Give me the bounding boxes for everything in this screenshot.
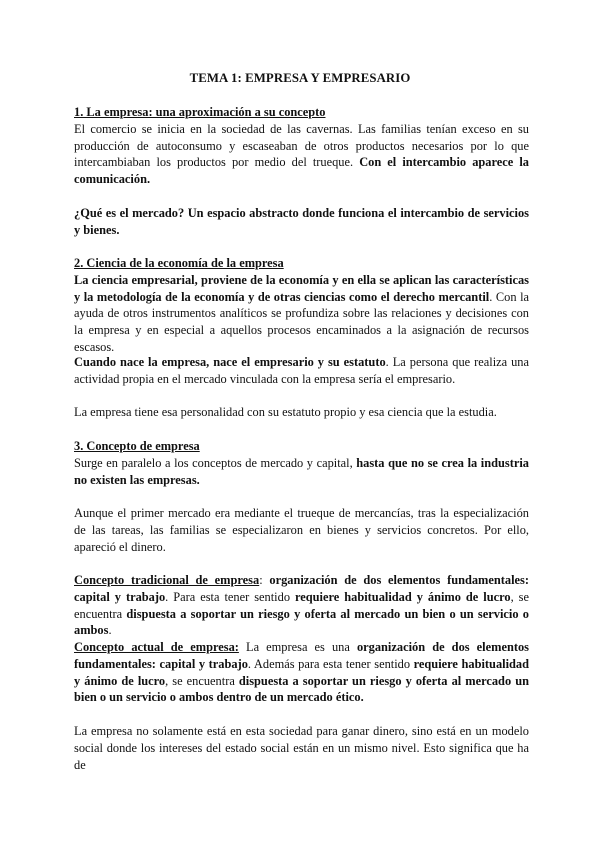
section-3-paragraph-3-text-1: . Para esta tener sentido	[165, 589, 295, 604]
traditional-concept-label: Concepto tradicional de empresa	[74, 573, 260, 587]
section-1-paragraph-1-text: El comercio se inicia en la sociedad de las cavernas. Las familias tenían exceso en su producción de autoconsumo y escaseaban de otros productos necesarios por lo que intercambiaban los productos por medio del trueque.	[74, 121, 529, 170]
section-2-paragraph-1-text: . Con la ayuda de otros instrumentos analíticos se profundiza sobre las relaciones y decisiones con la empresa y en especial a aquellos procesos encaminados a la asignación de recursos escasos.	[74, 289, 530, 354]
section-3-paragraph-5	[74, 723, 529, 773]
section-3-paragraph-3-bold-2: requiere habitualidad y ánimo de lucro	[295, 589, 511, 604]
section-3-heading: 3. Concepto de empresa	[74, 439, 200, 453]
section-3-paragraph-1-bold: hasta que no se crea la industria no existen las empresas.	[74, 455, 529, 487]
section-3	[74, 438, 529, 488]
section-2-paragraph-3-text: La empresa tiene esa personalidad con su estatuto propio y esa ciencia que la estudia.	[74, 405, 497, 419]
section-3-paragraph-4-text-3: , se encuentra	[165, 673, 239, 688]
section-3-paragraph-4	[74, 639, 529, 706]
section-2-heading: 2. Ciencia de la economía de la empresa	[74, 256, 284, 270]
section-3-paragraph-1-text: Surge en paralelo a los conceptos de mercado y capital,	[74, 455, 357, 470]
section-3-paragraph-3-text-3: .	[108, 623, 112, 638]
section-3-paragraph-2	[74, 505, 529, 555]
section-1-paragraph-1-bold: Con el intercambio aparece la comunicación.	[74, 155, 529, 187]
section-1-heading: 1. La empresa: una aproximación a su concepto	[74, 105, 326, 119]
section-3-paragraph-2-text: Aunque el primer mercado era mediante el trueque de mercancías, tras la especialización de las tareas, las familias se especializaron en bienes y servicios concretos. Por ello, apareció el dinero.	[74, 506, 529, 554]
section-2-paragraph-1-bold: La ciencia empresarial, proviene de la economía y en ella se aplican las características y la metodología de la economía y de otras ciencias como el derecho mercantil	[74, 272, 529, 304]
section-3-paragraph-3	[74, 572, 529, 639]
section-3-paragraph-5-text: La empresa no solamente está en esta sociedad para ganar dinero, sino está en un modelo social donde los intereses del estado social están en un mismo nivel. Esto significa que ha de	[74, 724, 529, 772]
section-3-paragraph-3-sep: :	[259, 573, 270, 587]
section-1	[74, 104, 529, 188]
section-3-paragraph-4-bold-2: requiere habitualidad y ánimo de lucro	[74, 656, 530, 688]
section-2-paragraph-2-bold: Cuando nace la empresa, nace el empresario y su estatuto	[74, 355, 386, 369]
section-3-paragraph-3-bold-3: dispuesta a soportar un riesgo y oferta al mercado un bien o un servicio o ambos	[74, 606, 529, 638]
section-2-paragraph-2-text: . La persona que realiza una actividad propia en el mercado vinculada con la empresa sería el empresario.	[74, 355, 530, 386]
section-3-paragraph-4-bold-3: dispuesta a soportar un riesgo y oferta al mercado un bien o un servicio o ambos dentro de un mercado ético.	[74, 673, 529, 705]
section-1-paragraph-2	[74, 205, 529, 239]
section-2-paragraph-2	[74, 354, 529, 388]
section-3-paragraph-4-text-1: La empresa es una	[238, 640, 357, 654]
document-title: TEMA 1: EMPRESA Y EMPRESARIO	[189, 71, 411, 85]
section-2	[74, 255, 529, 356]
section-3-paragraph-3-bold-1: organización de dos elementos fundamentales: capital y trabajo	[74, 573, 529, 604]
section-1-paragraph-2-bold: ¿Qué es el mercado? Un espacio abstracto donde funciona el intercambio de servicios y bienes.	[74, 206, 529, 237]
section-3-paragraph-4-text-2: . Además para esta tener sentido	[247, 656, 414, 671]
current-concept-label: Concepto actual de empresa:	[74, 640, 239, 654]
section-2-paragraph-3	[74, 404, 529, 421]
section-3-paragraph-3-text-2: , se encuentra	[74, 589, 529, 621]
section-3-paragraph-4-bold-1: organización de dos elementos fundamentales: capital y trabajo	[74, 640, 529, 671]
